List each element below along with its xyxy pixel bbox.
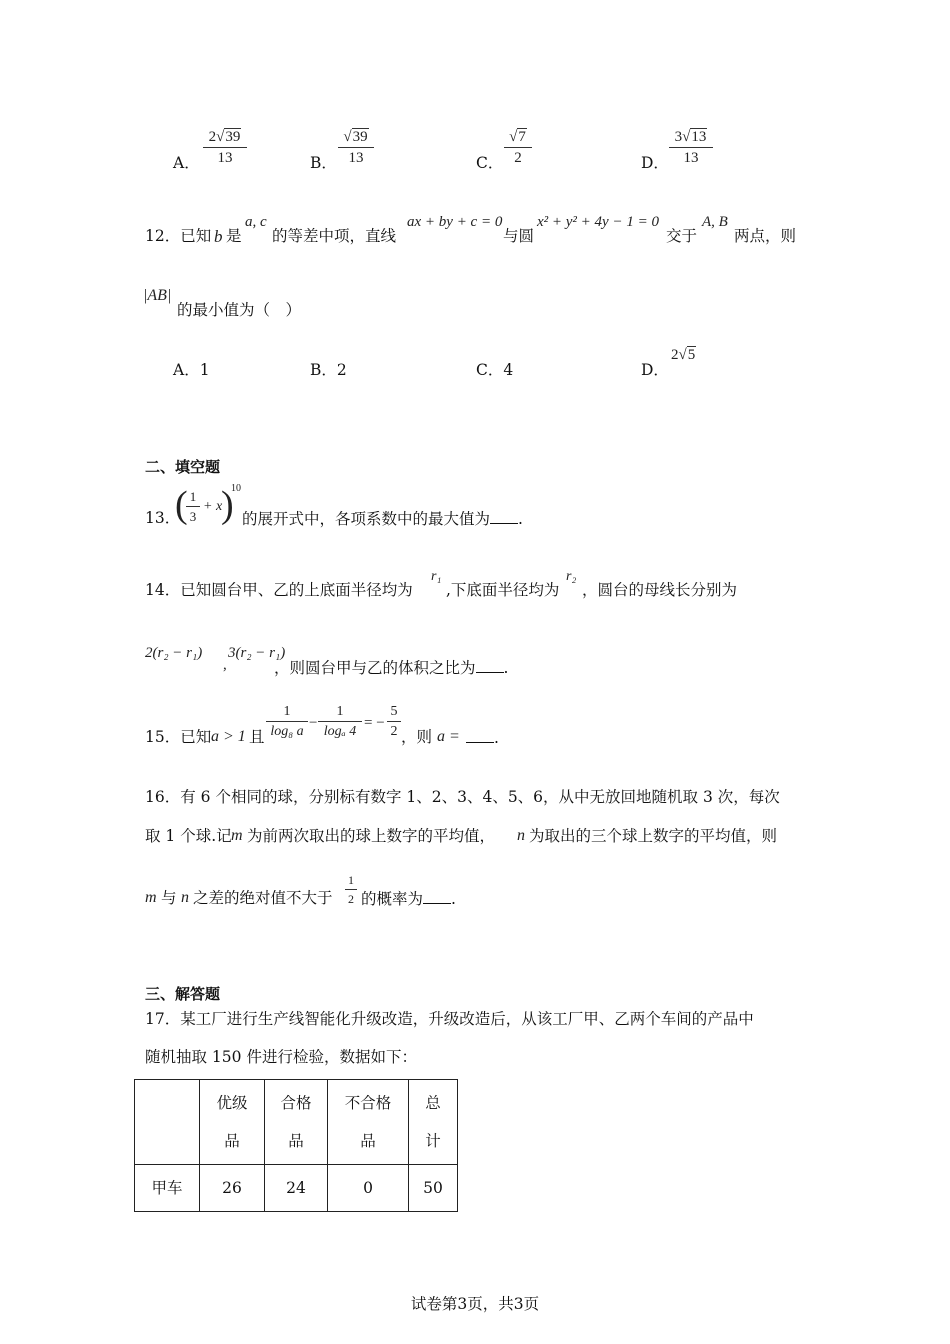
q11-option-d-label: D． xyxy=(641,154,669,172)
q12-option-a: A．1 xyxy=(173,361,210,379)
q16-line-1: 16．有 6 个相同的球，分别标有数字 1、2、3、4、5、6，从中无放回地随机取 3 次，每次 xyxy=(145,788,780,806)
q17-line-1: 17．某工厂进行生产线智能化升级改造，升级改造后，从该工厂甲、乙两个车间的产品中 xyxy=(145,1010,754,1028)
table-cell: 26 xyxy=(200,1165,265,1212)
q16-line-3a: 与 xyxy=(161,889,177,907)
q14-r1: r₁ xyxy=(431,569,442,584)
q14-expr-2: 3(r₂ − r₁) xyxy=(228,645,286,661)
q14-answer-blank[interactable] xyxy=(476,660,504,673)
q12-text-2: 的等差中项，直线 xyxy=(272,227,397,245)
q15-fraction-3: $\frac{5}{2}$ xyxy=(387,704,401,740)
table-header-row xyxy=(135,1080,458,1165)
q11-option-c-value: $\frac{√7}{2}$ xyxy=(504,129,532,167)
q13-text: 的展开式中，各项系数中的最大值为 . xyxy=(242,510,523,528)
table-header-cell: 不合格 品 xyxy=(328,1080,409,1165)
table-header-cell: 合格 品 xyxy=(265,1080,328,1165)
q12-circle-equation: x² + y² + 4y − 1 = 0 xyxy=(537,214,659,230)
q16-var-m: m xyxy=(231,827,243,844)
q13-fraction: $\frac{1}{3}$ xyxy=(186,489,200,525)
q15-a-equals: a = xyxy=(437,728,460,745)
table-header-cell xyxy=(135,1080,200,1165)
q11-option-c-label: C． xyxy=(476,154,504,172)
q15-minus: − xyxy=(309,715,318,731)
q14-text-2: ,下底面半径均为 xyxy=(446,581,560,599)
q13-number: 13． xyxy=(145,509,181,527)
q12-option-b: B．2 xyxy=(310,361,347,379)
q17-line-2: 随机抽取 150 件进行检验，数据如下： xyxy=(145,1048,417,1066)
q15-fraction-1: $\frac{1}{\text{log₈ a}}$ xyxy=(266,704,308,740)
q16-line-2c: 为取出的三个球上数字的平均值，则 xyxy=(529,827,778,845)
q11-option-a-label: A． xyxy=(173,154,200,172)
q15-equals: = − xyxy=(364,715,385,731)
q12-abs-ab: |AB| xyxy=(143,287,172,304)
q11-option-b-label: B． xyxy=(310,154,337,172)
q12-text-1: 是 xyxy=(226,227,242,245)
q13-answer-blank[interactable] xyxy=(490,511,518,524)
table-cell: 0 xyxy=(328,1165,409,1212)
q15-text-1: 15．已知 xyxy=(145,728,212,746)
q12-var-ac: a, c xyxy=(245,214,267,230)
q12-var-b: b xyxy=(214,227,223,246)
q12-number: 12．已知 xyxy=(145,227,212,245)
section-fill-in-heading: 二、填空题 xyxy=(145,458,221,476)
q15-fraction-2: $\frac{1}{\text{logₐ 4}}$ xyxy=(318,704,362,740)
q14-text-1: 14．已知圆台甲、乙的上底面半径均为 xyxy=(145,581,413,599)
q16-var-n: n xyxy=(517,827,525,844)
q13-plus-x: + x xyxy=(203,499,223,514)
q14-r2: r₂ xyxy=(566,569,577,584)
q16-var-n-2: n xyxy=(181,889,189,906)
q16-answer-blank[interactable] xyxy=(423,891,451,904)
q15-and: 且 xyxy=(249,728,265,746)
section-solutions-heading: 三、解答题 xyxy=(145,985,221,1003)
q14-text-4: ，则圆台甲与乙的体积之比为 . xyxy=(274,659,509,677)
q14-expr-1: 2(r₂ − r₁) xyxy=(145,645,203,661)
page-footer: 试卷第3页，共3页 xyxy=(410,1295,540,1313)
q17-data-table xyxy=(134,1079,458,1212)
q12-text-5: 两点，则 xyxy=(734,227,797,245)
q12-text-6: 的最小值为（ ） xyxy=(177,301,302,319)
q11-option-b-value: $\frac{√39}{13}$ xyxy=(338,129,374,167)
q15-condition: a > 1 xyxy=(211,728,246,745)
q16-line-2b: 为前两次取出的球上数字的平均值， xyxy=(247,827,496,845)
table-cell: 50 xyxy=(409,1165,458,1212)
q12-line-equation: ax + by + c = 0 xyxy=(407,214,503,230)
q16-line-2a: 取 1 个球.记 xyxy=(145,827,232,845)
q12-text-4: 交于 xyxy=(666,227,698,245)
q11-option-d-value: $\frac{3√13}{13}$ xyxy=(669,129,713,167)
table-cell: 甲车 xyxy=(135,1165,200,1212)
q16-fraction-half: $\frac{1}{2}$ xyxy=(345,873,357,907)
table-header-cell: 优级 品 xyxy=(200,1080,265,1165)
q14-comma: , xyxy=(223,657,227,673)
q12-option-d-label: D． xyxy=(641,361,669,379)
q16-line-3c: 的概率为 . xyxy=(361,890,456,908)
q12-points: A, B xyxy=(702,214,728,230)
q13-exponent: 10 xyxy=(231,483,241,494)
q15-answer: . xyxy=(466,730,499,747)
table-row xyxy=(135,1165,458,1212)
table-cell: 24 xyxy=(265,1165,328,1212)
q15-answer-blank[interactable] xyxy=(466,730,494,743)
q15-text-2: ，则 xyxy=(401,728,433,746)
q16-var-m-2: m xyxy=(145,889,157,906)
q11-option-a-value: $\frac{2√39}{13}$ xyxy=(203,129,247,167)
q16-line-3b: 之差的绝对值不大于 xyxy=(193,889,333,907)
q12-option-d-value: 2√5 xyxy=(671,347,696,363)
q12-option-c: C．4 xyxy=(476,361,514,379)
q14-text-3: ，圆台的母线长分别为 xyxy=(582,581,738,599)
q13-paren-left: ( xyxy=(175,484,188,526)
q13-paren-right: ) xyxy=(221,484,234,526)
q12-text-3: 与圆 xyxy=(503,227,535,245)
table-header-cell: 总 计 xyxy=(409,1080,458,1165)
